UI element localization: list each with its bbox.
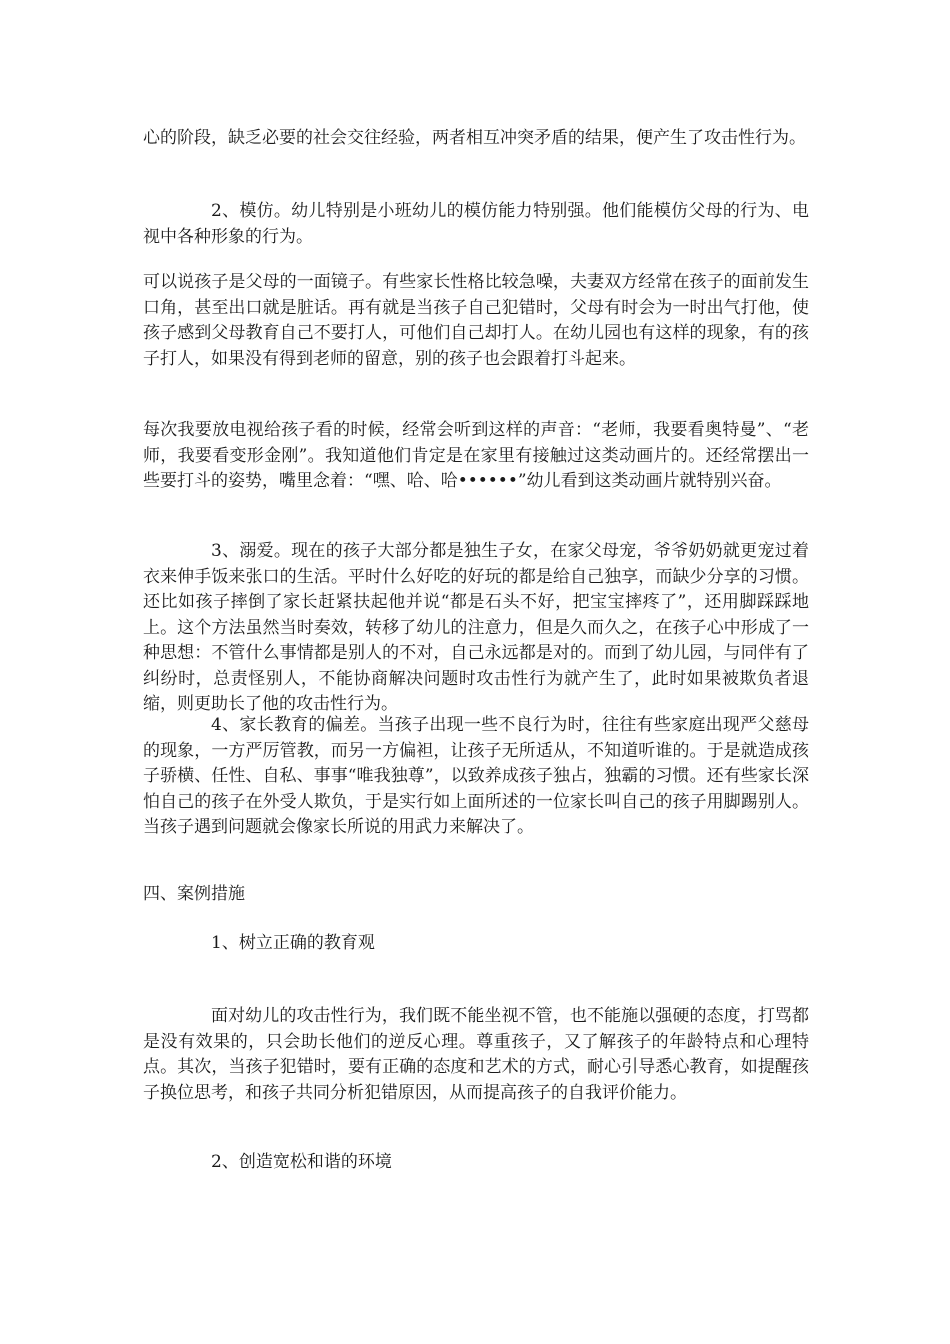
- paragraph-parenting-bias: 4、家长教育的偏差。当孩子出现一些不良行为时，往往有些家庭出现严父慈母的现象，一方严厉管教，而另一方偏袒，让孩子无所适从，不知道听谁的。于是就造成孩子骄横、任性、自私、事事“唯我独尊”，以致养成孩子独占，独霸的习惯。还有些家长深怕自己的孩子在外受人欺负，于是实行如上面所述的一位家长叫自己的孩子用脚踢别人。当孩子遇到问题就会像家长所说的用武力来解决了。: [143, 715, 809, 837]
- paragraph-imitation: 2、模仿。幼儿特别是小班幼儿的模仿能力特别强。他们能模仿父母的行为、电视中各种形象的行为。: [143, 201, 809, 247]
- paragraph-tv-cartoons: 每次我要放电视给孩子看的时候，经常会听到这样的声音：“老师，我要看奥特曼”、“老师，我要看变形金刚”。我知道他们肯定是在家里有接触过这类动画片的。还经常摆出一些要打斗的姿势，嘴里念着：“嘿、哈、哈••••••”幼儿看到这类动画片就特别兴奋。: [143, 420, 809, 491]
- paragraph-aggression-cause-end: 心的阶段，缺乏必要的社会交往经验，两者相互冲突矛盾的结果，便产生了攻击性行为。: [143, 128, 806, 148]
- paragraph-parents-mirror: 可以说孩子是父母的一面镜子。有些家长性格比较急噪，夫妻双方经常在孩子的面前发生口角，甚至出口就是脏话。再有就是当孩子自己犯错时，父母有时会为一时出气打他，使孩子感到父母教育自己不要打人，可他们自己却打人。在幼儿园也有这样的现象，有的孩子打人，如果没有得到老师的留意，别的孩子也会跟着打斗起来。: [143, 272, 809, 369]
- paragraph-education-view: 面对幼儿的攻击性行为，我们既不能坐视不管，也不能施以强硬的态度，打骂都是没有效果的，只会助长他们的逆反心理。尊重孩子，又了解孩子的年龄特点和心理特点。其次，当孩子犯错时，要有正确的态度和艺术的方式，耐心引导悉心教育，如提醒孩子换位思考，和孩子共同分析犯错原因，从而提高孩子的自我评价能力。: [143, 1006, 809, 1103]
- section-heading-measures: 四、案例措施: [143, 884, 245, 904]
- subheading-harmonious-environment: 2、创造宽松和谐的环境: [211, 1152, 392, 1172]
- paragraph-spoiling: 3、溺爱。现在的孩子大部分都是独生子女，在家父母宠，爷爷奶奶就更宠过着衣来伸手饭来张口的生活。平时什么好吃的好玩的都是给自己独享，而缺少分享的习惯。还比如孩子摔倒了家长赶紧扶起他并说“都是石头不好，把宝宝摔疼了”，还用脚踩踩地上。这个方法虽然当时奏效，转移了幼儿的注意力，但是久而久之，在孩子心中形成了一种思想：不管什么事情都是别人的不对，自己永远都是对的。而到了幼儿园，与同伴有了纠纷时，总责怪别人，不能协商解决问题时攻击性行为就产生了，此时如果被欺负者退缩，则更助长了他的攻击性行为。: [143, 541, 809, 714]
- subheading-education-view: 1、树立正确的教育观: [211, 933, 375, 953]
